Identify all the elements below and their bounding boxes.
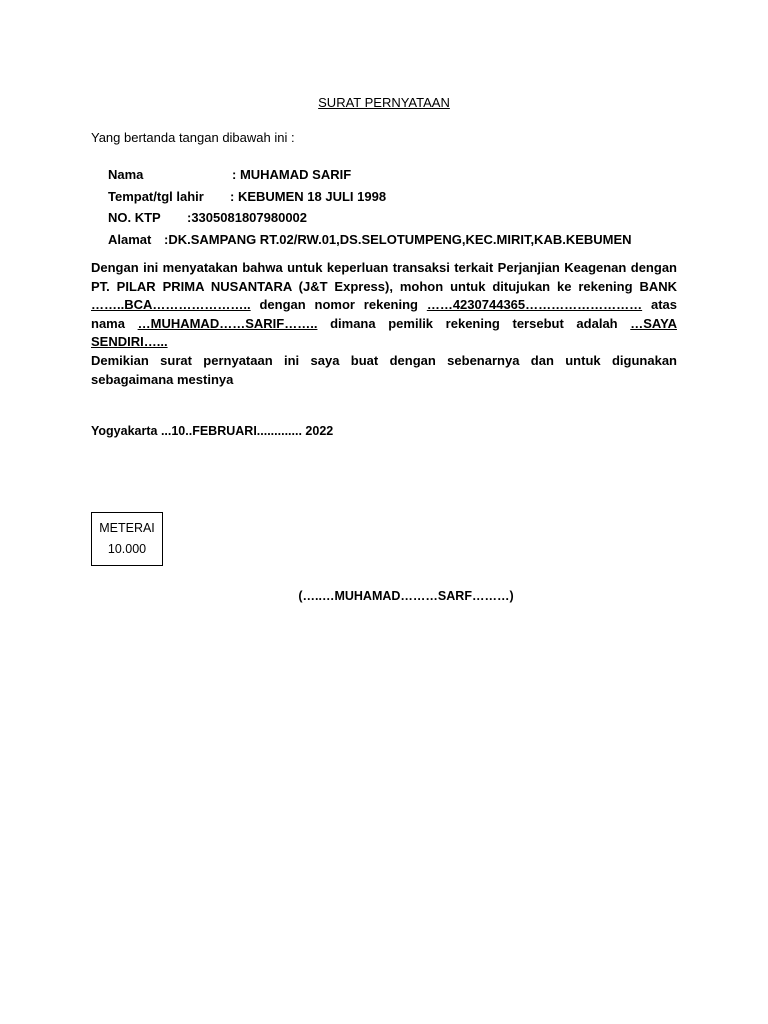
statement-text-a: Dengan ini menyatakan bahwa untuk keperluan transaksi terkait Perjanjian Keagenan dengan PT. PILAR PRIMA NUSANTARA (J&T Express), mohon untuk ditujukan ke rekening BANK: [91, 260, 677, 294]
document-title: SURAT PERNYATAAN: [318, 95, 450, 110]
signature-name: (…..…MUHAMAD………SARF………): [298, 589, 514, 603]
identity-block: [108, 164, 632, 250]
account-holder: …MUHAMAD……SARIF……..: [137, 315, 318, 331]
address-row: [108, 229, 632, 251]
ktp-label: NO. KTP: [108, 210, 161, 225]
name-row: [108, 164, 632, 186]
stamp-label: METERAI: [99, 521, 155, 535]
account-number: ……4230744365………………………: [426, 297, 643, 312]
statement-text-d: dimana pemilik rekening tersebut adalah: [317, 315, 631, 331]
birth-value: : KEBUMEN 18 JULI 1998: [230, 188, 387, 204]
statement-text-b: dengan nomor rekening: [250, 297, 427, 312]
bank-name: ……..BCA…………………..: [91, 297, 251, 312]
closing-paragraph: Demikian surat pernyataan ini saya buat dengan sebenarnya dan untuk digunakan sebagaimana mestinya: [91, 353, 677, 387]
stamp-box: [91, 512, 163, 566]
ktp-value: :3305081807980002: [187, 210, 308, 225]
stamp-value: 10.000: [107, 542, 147, 556]
account-owner: …SAYA SENDIRI…...: [91, 315, 677, 349]
name-label: Nama: [108, 167, 144, 182]
statement-paragraph: [91, 259, 677, 352]
address-value: :DK.SAMPANG RT.02/RW.01,DS.SELOTUMPENG,KEC.MIRIT,KAB.KEBUMEN: [164, 231, 632, 247]
address-label: Alamat: [108, 231, 152, 247]
intro-text: Yang bertanda tangan dibawah ini :: [91, 130, 295, 145]
statement-text-c: atas nama: [91, 297, 677, 331]
birth-row: [108, 186, 632, 208]
birth-label: Tempat/tgl lahir: [108, 188, 204, 204]
place-date-line: Yogyakarta ...10..FEBRUARI............. 2022: [91, 424, 334, 438]
ktp-row: [108, 207, 632, 229]
name-value: : MUHAMAD SARIF: [232, 167, 352, 182]
